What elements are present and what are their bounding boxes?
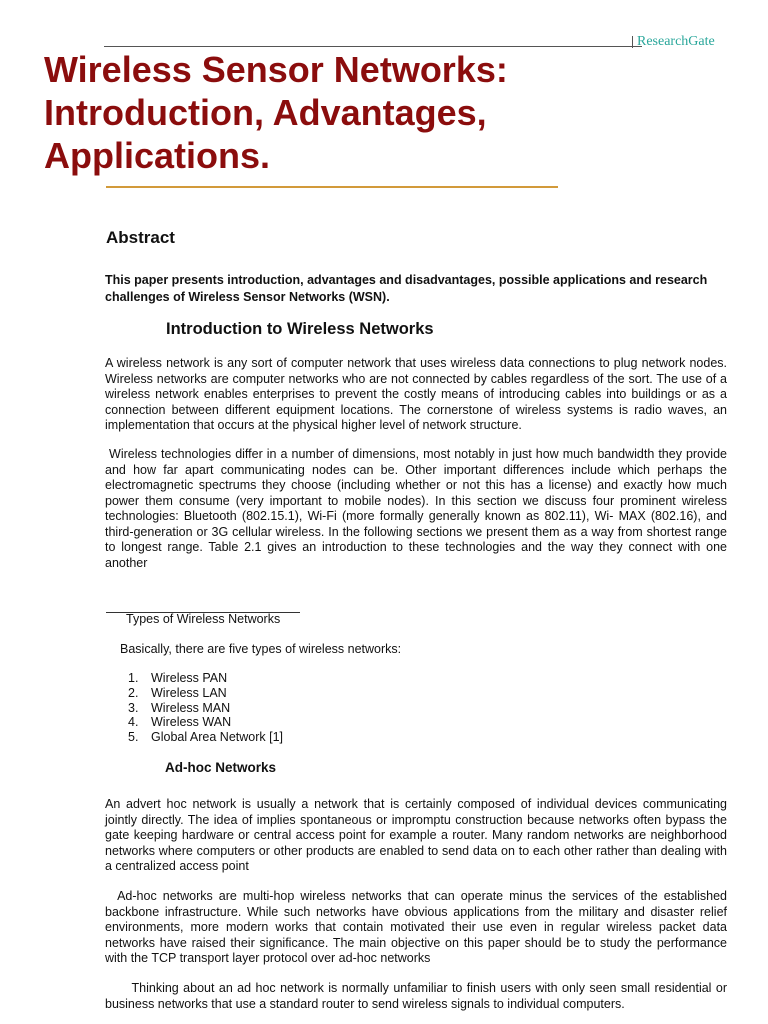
list-number: 1.	[128, 671, 139, 685]
list-number: 2.	[128, 685, 139, 700]
adhoc-paragraph-3: Thinking about an ad hoc network is normally unfamiliar to finish users with only seen small residential or business networks that use a standard router to send wireless signals to individual computers.	[105, 981, 731, 1011]
adhoc-paragraph-2: Ad-hoc networks are multi-hop wireless networks that can operate minus the services of the established backbone infrastructure. While such networks have obvious applications from the military and disaster relief environments, more modern works that contain motivated their use even in regular wireless packet data networks have raised their significance. The main objective on this paper should be to study the performance with the TCP transport layer protocol over ad-hoc networks	[105, 889, 731, 965]
list-label: Wireless MAN	[151, 700, 231, 715]
intro-paragraph-2: Wireless technologies differ in a number of dimensions, most notably in just how much bandwidth they provide and how far apart communicating nodes can be. Other important differences include which perhaps the electromagnetic spectrums they choose (including whether or not this has a license) and exactly how much power them consume (very important to mobile nodes). In this section we discuss four prominent wireless technologies: Bluetooth (802.15.1), Wi-Fi (more formally generally known as 802.11), Wi- MAX (802.16), and third-generation or 3G cellular wireless. In the following sections we present them as a way from shortest range to longest range. Table 2.1 gives an introduction to these technologies and the way they connect with one another	[105, 447, 731, 570]
intro-paragraph-1: A wireless network is any sort of computer network that uses wireless data connections to plug network nodes. Wireless networks are computer networks who are not connected by cables regardless of the sort. The use of a wireless network enables enterprises to prevent the costly means of introducing cables into buildings or as a connection between different equipment locations. The cornerstone of wireless systems is radio waves, an implementation that occurs at the physical higher level of network structure.	[105, 356, 731, 432]
types-intro: Basically, there are five types of wireless networks:	[120, 642, 402, 656]
adhoc-heading: Ad-hoc Networks	[165, 760, 277, 775]
list-label: Global Area Network [1]	[151, 730, 284, 745]
abstract-text: This paper presents introduction, advantages and disadvantages, possible applications and research challenges of Wireless Sensor Networks (WSN).	[105, 273, 708, 304]
list-item	[128, 730, 283, 745]
list-item	[128, 671, 283, 686]
header-rule-tick	[632, 36, 633, 48]
list-number: 4.	[128, 715, 139, 730]
researchgate-logo[interactable]: ResearchGate	[637, 34, 715, 49]
types-heading: Types of Wireless Networks	[126, 612, 281, 626]
adhoc-paragraph-1: An advert hoc network is usually a network that is certainly composed of individual devices communicating jointly directly. The idea of implies spontaneous or impromptu construction because networks often bypass the gate keeping hardware or central access point for example a router. Many random networks are neighborhood networks where computers or other products are enabled to send data on to each other rather than dealing with a centralized access point	[105, 797, 731, 873]
list-item	[128, 701, 283, 716]
list-label: Wireless PAN	[151, 671, 228, 685]
list-number: 3.	[128, 700, 139, 715]
paper-title: Wireless Sensor Networks: Introduction, Advantages, Applications.	[44, 49, 508, 176]
list-item	[128, 686, 283, 701]
abstract-heading: Abstract	[106, 228, 175, 247]
header-rule	[104, 46, 642, 47]
list-label: Wireless LAN	[151, 685, 227, 700]
list-label: Wireless WAN	[151, 715, 232, 730]
list-number: 5.	[128, 730, 139, 745]
list-item	[128, 715, 283, 730]
types-list	[128, 671, 283, 745]
intro-heading: Introduction to Wireless Networks	[166, 320, 434, 338]
title-underline	[106, 186, 558, 188]
